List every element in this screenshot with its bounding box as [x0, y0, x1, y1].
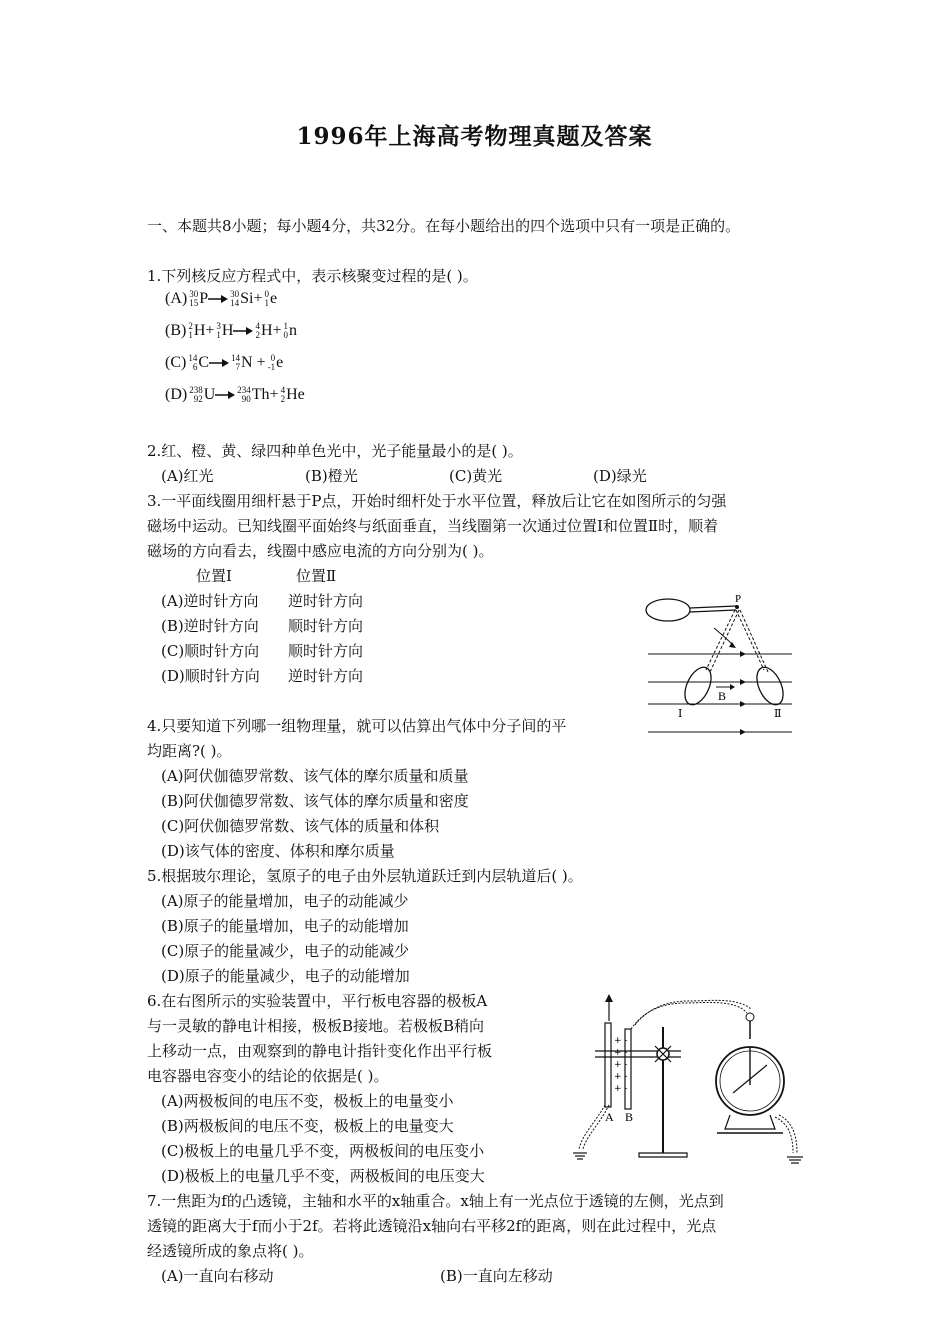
- q6-option-d: (D)极板上的电量几乎不变，两极板间的电压变大: [161, 1167, 485, 1185]
- q6-option-a: (A)两极板间的电压不变，极板上的电量变小: [161, 1092, 454, 1110]
- q2-option-d: (D)绿光: [593, 467, 647, 485]
- q6-option-b: (B)两极板间的电压不变，极板上的电量变大: [161, 1117, 454, 1135]
- q2-stem: 2.红、橙、黄、绿四种单色光中，光子能量最小的是( )。: [147, 442, 523, 460]
- q7-stem-line-2: 透镜的距离大于f而小于2f。若将此透镜沿x轴向右平移2f的距离，则在此过程中，光点: [147, 1217, 717, 1235]
- svg-text:+ -: + -: [614, 1036, 628, 1046]
- q1-option-d: (D) 238 92 U 234 90 Th+ 4 2 He: [165, 385, 305, 405]
- coil-position-2: [752, 663, 789, 709]
- q5-option-a: (A)原子的能量增加，电子的动能减少: [161, 892, 409, 910]
- q4-option-d: (D)该气体的密度、体积和摩尔质量: [161, 842, 395, 860]
- svg-text:+ -: + -: [614, 1060, 628, 1070]
- label-pos1: Ⅰ: [678, 707, 683, 720]
- q6-stem-line-3: 上移动一点，由观察到的静电计指针变化作出平行板: [147, 1042, 493, 1060]
- q7-option-b: (B)一直向左移动: [440, 1267, 553, 1285]
- q6-capacitor-figure: [565, 993, 815, 1171]
- q3-coil-figure: [640, 590, 800, 740]
- page-title: 1996年上海高考物理真题及答案: [296, 123, 653, 150]
- reaction-arrow-icon: [208, 294, 228, 304]
- q5-option-d: (D)原子的能量减少，电子的动能增加: [161, 967, 410, 985]
- pivot-point: [735, 605, 739, 609]
- q3-option-d: (D)顺时针方向: [161, 667, 260, 685]
- q7-option-a: (A)一直向右移动: [161, 1267, 274, 1285]
- q1-stem: 1.下列核反应方程式中，表示核聚变过程的是( )。: [147, 267, 478, 285]
- q6-stem-line-1: 6.在右图所示的实验装置中，平行板电容器的极板A: [147, 992, 488, 1010]
- q5-option-c: (C)原子的能量减少，电子的动能减少: [161, 942, 410, 960]
- q6-option-c: (C)极板上的电量几乎不变，两极板间的电压变小: [161, 1142, 485, 1160]
- q6-stem-line-2: 与一灵敏的静电计相接，极板B接地。若极板B稍向: [147, 1017, 485, 1035]
- plate-a: [605, 1023, 611, 1107]
- q3-header-pos1: 位置Ⅰ: [196, 567, 232, 585]
- label-b: B: [718, 689, 727, 703]
- label-pos2: Ⅱ: [774, 707, 782, 720]
- q4-option-b: (B)阿伏伽德罗常数、该气体的摩尔质量和密度: [161, 792, 469, 810]
- q4-option-a: (A)阿伏伽德罗常数、该气体的摩尔质量和质量: [161, 767, 469, 785]
- reaction-arrow-icon: [215, 390, 235, 400]
- q1-option-b: (B) 2 1 H+ 3 1 H 4 2 H+ 1 0 n: [165, 321, 298, 341]
- q3-option-a: (A)逆时针方向: [161, 592, 259, 610]
- q1-option-a: (A) 30 15 P 30 14 Si+ 0 1 e: [165, 289, 278, 309]
- q3-stem-line-3: 磁场的方向看去，线圈中感应电流的方向分别为( )。: [147, 542, 494, 560]
- label-p: P: [735, 593, 742, 605]
- section-heading: 一、本题共8小题；每小题4分，共32分。在每小题给出的四个选项中只有一项是正确的。: [147, 217, 741, 235]
- q3-option-b-pos2: 顺时针方向: [288, 617, 364, 635]
- svg-text:+ -: + -: [614, 1072, 628, 1082]
- q7-stem-line-3: 经透镜所成的象点将( )。: [147, 1242, 314, 1260]
- q3-stem-line-1: 3.一平面线圈用细杆悬于P点，开始时细杆处于水平位置，释放后让它在如图所示的匀强: [147, 492, 727, 510]
- q7-stem-line-1: 7.一焦距为f的凸透镜，主轴和水平的x轴重合。x轴上有一光点位于透镜的左侧，光点到: [147, 1192, 724, 1210]
- reaction-arrow-icon: [233, 326, 253, 336]
- q5-option-b: (B)原子的能量增加，电子的动能增加: [161, 917, 409, 935]
- q3-option-a-pos2: 逆时针方向: [288, 592, 364, 610]
- q3-option-b: (B)逆时针方向: [161, 617, 259, 635]
- q3-option-c-pos2: 顺时针方向: [288, 642, 364, 660]
- q4-option-c: (C)阿伏伽德罗常数、该气体的质量和体积: [161, 817, 440, 835]
- q1-option-c: (C) 14 6 C 14 7 N + 0 -1 e: [165, 353, 284, 373]
- q3-option-c: (C)顺时针方向: [161, 642, 260, 660]
- q3-stem-line-2: 磁场中运动。已知线圈平面始终与纸面垂直，当线圈第一次通过位置Ⅰ和位置Ⅱ时，顺着: [147, 517, 719, 535]
- coil-start: [646, 599, 690, 621]
- q2-option-c: (C)黄光: [449, 467, 503, 485]
- svg-text:+ -: + -: [614, 1048, 628, 1058]
- q5-stem: 5.根据玻尔理论，氢原子的电子由外层轨道跃迁到内层轨道后( )。: [147, 867, 583, 885]
- q4-stem-line-1: 4.只要知道下列哪一组物理量，就可以估算出气体中分子间的平: [147, 717, 567, 735]
- label-b: B: [625, 1110, 634, 1124]
- label-a: A: [605, 1110, 614, 1124]
- q2-option-a: (A)红光: [161, 467, 214, 485]
- q3-option-d-pos2: 逆时针方向: [288, 667, 364, 685]
- q6-stem-line-4: 电容器电容变小的结论的依据是( )。: [147, 1067, 389, 1085]
- svg-text:+ -: + -: [614, 1084, 628, 1094]
- q3-header-pos2: 位置Ⅱ: [296, 567, 337, 585]
- reaction-arrow-icon: [209, 358, 229, 368]
- q4-stem-line-2: 均距离?( )。: [147, 742, 232, 760]
- q2-option-b: (B)橙光: [305, 467, 358, 485]
